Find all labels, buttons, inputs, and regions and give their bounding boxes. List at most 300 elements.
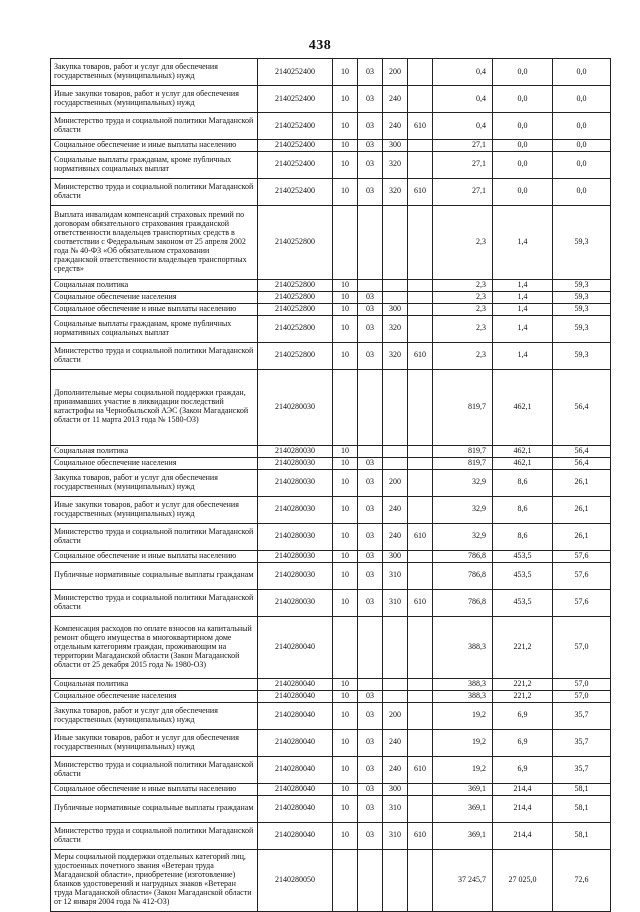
row-subsection: 03 — [358, 702, 383, 729]
row-subsection — [358, 445, 383, 457]
table-row — [51, 342, 611, 369]
row-percent: 59,3 — [553, 291, 611, 303]
row-section: 10 — [333, 729, 358, 756]
row-planned: 19,2 — [433, 756, 493, 783]
row-expense-type — [383, 849, 408, 911]
row-expense-type: 320 — [383, 178, 408, 205]
row-section: 10 — [333, 303, 358, 315]
row-expense-type: 240 — [383, 496, 408, 523]
row-name: Социальное обеспечение населения — [51, 291, 258, 303]
row-percent: 56,4 — [553, 369, 611, 445]
row-name: Социальные выплаты гражданам, кроме публичных нормативных социальных выплат — [51, 151, 258, 178]
row-planned: 369,1 — [433, 822, 493, 849]
row-administrator — [408, 496, 433, 523]
row-percent: 26,1 — [553, 496, 611, 523]
row-percent: 59,3 — [553, 205, 611, 279]
row-percent: 57,6 — [553, 589, 611, 616]
row-target-code: 2140252800 — [258, 342, 333, 369]
row-section: 10 — [333, 690, 358, 702]
row-target-code: 2140280030 — [258, 523, 333, 550]
row-executed: 8,6 — [493, 496, 553, 523]
row-percent: 56,4 — [553, 457, 611, 469]
row-planned: 369,1 — [433, 795, 493, 822]
row-expense-type: 240 — [383, 86, 408, 113]
row-name: Иные закупки товаров, работ и услуг для обеспечения государственных (муниципальных) нужд — [51, 496, 258, 523]
row-expense-type — [383, 457, 408, 469]
row-percent: 26,1 — [553, 469, 611, 496]
row-administrator — [408, 445, 433, 457]
table-row — [51, 151, 611, 178]
row-administrator — [408, 205, 433, 279]
row-subsection: 03 — [358, 690, 383, 702]
row-administrator — [408, 616, 433, 678]
row-executed: 462,1 — [493, 445, 553, 457]
row-subsection: 03 — [358, 151, 383, 178]
row-target-code: 2140252800 — [258, 315, 333, 342]
row-subsection: 03 — [358, 140, 383, 152]
row-section: 10 — [333, 151, 358, 178]
row-target-code: 2140280030 — [258, 562, 333, 589]
row-section — [333, 369, 358, 445]
row-planned: 32,9 — [433, 496, 493, 523]
row-expense-type — [383, 616, 408, 678]
table-row — [51, 445, 611, 457]
row-percent: 35,7 — [553, 729, 611, 756]
row-planned: 2,3 — [433, 315, 493, 342]
row-planned: 27,1 — [433, 140, 493, 152]
row-name: Министерство труда и социальной политики Магаданской области — [51, 822, 258, 849]
row-planned: 2,3 — [433, 205, 493, 279]
row-percent: 58,1 — [553, 783, 611, 795]
row-subsection — [358, 205, 383, 279]
row-planned: 786,8 — [433, 589, 493, 616]
row-subsection: 03 — [358, 756, 383, 783]
row-subsection: 03 — [358, 86, 383, 113]
row-name: Выплата инвалидам компенсаций страховых премий по договорам обязательного страхования гражданской ответственности владельцев транспортных средств в соответствии с Федеральным законом от 25 апреля 2002 года № 40-ФЗ «Об обязательном страховании гражданской ответственности владельцев транспортных средств» — [51, 205, 258, 279]
row-percent: 57,6 — [553, 562, 611, 589]
row-section: 10 — [333, 822, 358, 849]
row-administrator — [408, 140, 433, 152]
row-target-code: 2140280030 — [258, 469, 333, 496]
row-section: 10 — [333, 756, 358, 783]
table-row — [51, 849, 611, 911]
row-executed: 1,4 — [493, 205, 553, 279]
row-name: Публичные нормативные социальные выплаты гражданам — [51, 795, 258, 822]
row-planned: 369,1 — [433, 783, 493, 795]
row-percent: 0,0 — [553, 86, 611, 113]
row-percent: 26,1 — [553, 523, 611, 550]
row-administrator — [408, 783, 433, 795]
row-percent: 35,7 — [553, 702, 611, 729]
budget-table — [50, 58, 611, 912]
row-name: Министерство труда и социальной политики Магаданской области — [51, 589, 258, 616]
row-executed: 453,5 — [493, 589, 553, 616]
row-target-code: 2140280040 — [258, 756, 333, 783]
row-percent: 59,3 — [553, 303, 611, 315]
row-name: Закупка товаров, работ и услуг для обеспечения государственных (муниципальных) нужд — [51, 469, 258, 496]
row-percent: 0,0 — [553, 140, 611, 152]
row-subsection: 03 — [358, 315, 383, 342]
row-administrator: 610 — [408, 178, 433, 205]
row-percent: 57,0 — [553, 616, 611, 678]
row-administrator — [408, 151, 433, 178]
row-target-code: 2140280040 — [258, 702, 333, 729]
row-expense-type — [383, 205, 408, 279]
row-subsection: 03 — [358, 550, 383, 562]
row-administrator — [408, 279, 433, 291]
row-administrator — [408, 315, 433, 342]
row-planned: 2,3 — [433, 279, 493, 291]
row-section — [333, 616, 358, 678]
row-target-code: 2140280050 — [258, 849, 333, 911]
row-planned: 819,7 — [433, 457, 493, 469]
table-row — [51, 678, 611, 690]
row-executed: 221,2 — [493, 690, 553, 702]
table-row — [51, 690, 611, 702]
row-executed: 6,9 — [493, 729, 553, 756]
row-expense-type: 310 — [383, 822, 408, 849]
row-target-code: 2140280030 — [258, 589, 333, 616]
row-planned: 32,9 — [433, 523, 493, 550]
row-planned: 786,8 — [433, 562, 493, 589]
row-planned: 27,1 — [433, 178, 493, 205]
row-planned: 19,2 — [433, 729, 493, 756]
table-row — [51, 550, 611, 562]
table-row — [51, 783, 611, 795]
row-section: 10 — [333, 678, 358, 690]
row-name: Закупка товаров, работ и услуг для обеспечения государственных (муниципальных) нужд — [51, 59, 258, 86]
row-section: 10 — [333, 315, 358, 342]
row-subsection: 03 — [358, 795, 383, 822]
row-planned: 32,9 — [433, 469, 493, 496]
row-administrator — [408, 702, 433, 729]
row-section: 10 — [333, 140, 358, 152]
row-expense-type: 240 — [383, 729, 408, 756]
table-row — [51, 279, 611, 291]
row-expense-type — [383, 279, 408, 291]
row-target-code: 2140280030 — [258, 550, 333, 562]
row-section: 10 — [333, 86, 358, 113]
table-row — [51, 369, 611, 445]
table-row — [51, 59, 611, 86]
row-percent: 58,1 — [553, 822, 611, 849]
row-planned: 786,8 — [433, 550, 493, 562]
row-subsection: 03 — [358, 523, 383, 550]
row-section: 10 — [333, 457, 358, 469]
row-expense-type — [383, 445, 408, 457]
row-name: Социальное обеспечение и иные выплаты населению — [51, 303, 258, 315]
row-name: Закупка товаров, работ и услуг для обеспечения государственных (муниципальных) нужд — [51, 702, 258, 729]
row-planned: 0,4 — [433, 59, 493, 86]
row-administrator — [408, 550, 433, 562]
table-row — [51, 457, 611, 469]
table-row — [51, 756, 611, 783]
row-name: Иные закупки товаров, работ и услуг для обеспечения государственных (муниципальных) нужд — [51, 729, 258, 756]
row-expense-type: 240 — [383, 523, 408, 550]
row-executed: 221,2 — [493, 678, 553, 690]
row-name: Публичные нормативные социальные выплаты гражданам — [51, 562, 258, 589]
row-percent: 59,3 — [553, 279, 611, 291]
table-row — [51, 616, 611, 678]
row-expense-type: 200 — [383, 702, 408, 729]
row-section: 10 — [333, 795, 358, 822]
row-expense-type — [383, 291, 408, 303]
row-target-code: 2140252400 — [258, 178, 333, 205]
row-planned: 0,4 — [433, 86, 493, 113]
row-target-code: 2140252800 — [258, 291, 333, 303]
row-percent: 59,3 — [553, 315, 611, 342]
row-section — [333, 849, 358, 911]
row-administrator — [408, 291, 433, 303]
row-planned: 819,7 — [433, 369, 493, 445]
table-row — [51, 562, 611, 589]
row-target-code: 2140280030 — [258, 457, 333, 469]
row-section: 10 — [333, 523, 358, 550]
row-expense-type: 310 — [383, 795, 408, 822]
row-planned: 388,3 — [433, 678, 493, 690]
row-name: Министерство труда и социальной политики Магаданской области — [51, 178, 258, 205]
table-row — [51, 496, 611, 523]
row-section: 10 — [333, 279, 358, 291]
row-section: 10 — [333, 702, 358, 729]
row-target-code: 2140280030 — [258, 445, 333, 457]
row-executed: 0,0 — [493, 59, 553, 86]
row-administrator: 610 — [408, 523, 433, 550]
row-section: 10 — [333, 550, 358, 562]
row-administrator — [408, 678, 433, 690]
row-target-code: 2140252400 — [258, 86, 333, 113]
row-administrator — [408, 457, 433, 469]
row-section: 10 — [333, 59, 358, 86]
row-name: Министерство труда и социальной политики Магаданской области — [51, 756, 258, 783]
row-subsection — [358, 616, 383, 678]
row-executed: 221,2 — [493, 616, 553, 678]
row-subsection: 03 — [358, 113, 383, 140]
row-target-code: 2140252400 — [258, 113, 333, 140]
row-percent: 0,0 — [553, 59, 611, 86]
row-expense-type: 320 — [383, 151, 408, 178]
row-expense-type: 320 — [383, 315, 408, 342]
row-target-code: 2140280040 — [258, 616, 333, 678]
row-administrator — [408, 59, 433, 86]
row-name: Социальная политика — [51, 445, 258, 457]
row-target-code: 2140252800 — [258, 279, 333, 291]
row-section: 10 — [333, 445, 358, 457]
table-row — [51, 315, 611, 342]
row-expense-type: 300 — [383, 550, 408, 562]
row-expense-type: 240 — [383, 113, 408, 140]
row-administrator: 610 — [408, 589, 433, 616]
row-name: Социальное обеспечение и иные выплаты населению — [51, 550, 258, 562]
row-subsection: 03 — [358, 303, 383, 315]
row-percent: 35,7 — [553, 756, 611, 783]
row-administrator — [408, 690, 433, 702]
row-executed: 0,0 — [493, 86, 553, 113]
row-name: Социальное обеспечение и иные выплаты населению — [51, 140, 258, 152]
row-target-code: 2140252800 — [258, 303, 333, 315]
row-subsection: 03 — [358, 496, 383, 523]
table-row — [51, 178, 611, 205]
row-percent: 59,3 — [553, 342, 611, 369]
table-row — [51, 822, 611, 849]
row-administrator: 610 — [408, 113, 433, 140]
row-executed: 0,0 — [493, 140, 553, 152]
row-subsection: 03 — [358, 729, 383, 756]
row-subsection: 03 — [358, 342, 383, 369]
row-planned: 2,3 — [433, 303, 493, 315]
row-executed: 0,0 — [493, 113, 553, 140]
row-target-code: 2140280040 — [258, 690, 333, 702]
page-number: 438 — [308, 38, 332, 53]
row-target-code: 2140252400 — [258, 140, 333, 152]
row-executed: 214,4 — [493, 795, 553, 822]
row-name: Дополнительные меры социальной поддержки граждан, принимавших участие в ликвидации последствий катастрофы на Чернобыльской АЭС (Закон Магаданской области от 11 марта 2013 года № 1580-ОЗ) — [51, 369, 258, 445]
row-name: Меры социальной поддержки отдельных категорий лиц, удостоенных почетного звания «Ветеран труда Магаданской области», приобретение (изготовление) бланков удостоверений и нагрудных знаков «Ветеран труда Магаданской области» (Закон Магаданской области от 12 января 2004 года № 412-ОЗ) — [51, 849, 258, 911]
row-executed: 0,0 — [493, 151, 553, 178]
row-expense-type: 320 — [383, 342, 408, 369]
row-subsection: 03 — [358, 469, 383, 496]
row-executed: 1,4 — [493, 279, 553, 291]
row-name: Министерство труда и социальной политики Магаданской области — [51, 342, 258, 369]
row-executed: 8,6 — [493, 523, 553, 550]
row-percent: 57,0 — [553, 678, 611, 690]
row-administrator: 610 — [408, 822, 433, 849]
row-executed: 462,1 — [493, 369, 553, 445]
row-name: Социальная политика — [51, 678, 258, 690]
row-administrator — [408, 469, 433, 496]
row-planned: 0,4 — [433, 113, 493, 140]
row-section: 10 — [333, 113, 358, 140]
row-executed: 8,6 — [493, 469, 553, 496]
row-administrator — [408, 86, 433, 113]
row-section: 10 — [333, 562, 358, 589]
row-percent: 58,1 — [553, 795, 611, 822]
row-section: 10 — [333, 783, 358, 795]
row-subsection — [358, 849, 383, 911]
row-target-code: 2140280040 — [258, 795, 333, 822]
row-target-code: 2140252400 — [258, 151, 333, 178]
row-administrator — [408, 729, 433, 756]
row-name: Иные закупки товаров, работ и услуг для обеспечения государственных (муниципальных) нужд — [51, 86, 258, 113]
row-percent: 0,0 — [553, 151, 611, 178]
row-executed: 6,9 — [493, 702, 553, 729]
table-row — [51, 303, 611, 315]
row-expense-type — [383, 678, 408, 690]
row-percent: 56,4 — [553, 445, 611, 457]
row-subsection: 03 — [358, 589, 383, 616]
row-administrator: 610 — [408, 342, 433, 369]
row-subsection: 03 — [358, 783, 383, 795]
row-administrator — [408, 562, 433, 589]
row-expense-type: 240 — [383, 756, 408, 783]
row-target-code: 2140280040 — [258, 729, 333, 756]
row-planned: 2,3 — [433, 291, 493, 303]
row-name: Министерство труда и социальной политики Магаданской области — [51, 113, 258, 140]
row-executed: 214,4 — [493, 822, 553, 849]
table-row — [51, 113, 611, 140]
row-section: 10 — [333, 469, 358, 496]
row-executed: 1,4 — [493, 342, 553, 369]
row-percent: 0,0 — [553, 178, 611, 205]
row-subsection — [358, 678, 383, 690]
row-section: 10 — [333, 291, 358, 303]
row-target-code: 2140280030 — [258, 496, 333, 523]
row-planned: 388,3 — [433, 690, 493, 702]
row-name: Социальные выплаты гражданам, кроме публичных нормативных социальных выплат — [51, 315, 258, 342]
row-subsection: 03 — [358, 178, 383, 205]
row-section: 10 — [333, 589, 358, 616]
row-administrator — [408, 849, 433, 911]
row-subsection: 03 — [358, 457, 383, 469]
row-expense-type: 300 — [383, 783, 408, 795]
row-executed: 453,5 — [493, 550, 553, 562]
row-name: Социальное обеспечение и иные выплаты населению — [51, 783, 258, 795]
row-expense-type: 310 — [383, 589, 408, 616]
table-row — [51, 702, 611, 729]
row-name: Компенсация расходов по оплате взносов на капитальный ремонт общего имущества в многоквартирном доме отдельным категориям граждан, проживающим на территории Магаданской области (Закон Магаданской области от 25 декабря 2015 года № 1980-ОЗ) — [51, 616, 258, 678]
row-name: Социальное обеспечение населения — [51, 457, 258, 469]
row-expense-type — [383, 369, 408, 445]
row-name: Социальное обеспечение населения — [51, 690, 258, 702]
table-row — [51, 469, 611, 496]
row-expense-type: 300 — [383, 303, 408, 315]
row-target-code: 2140280040 — [258, 678, 333, 690]
row-name: Министерство труда и социальной политики Магаданской области — [51, 523, 258, 550]
row-section: 10 — [333, 496, 358, 523]
row-expense-type: 310 — [383, 562, 408, 589]
row-planned: 819,7 — [433, 445, 493, 457]
table-row — [51, 205, 611, 279]
row-executed: 1,4 — [493, 315, 553, 342]
row-percent: 0,0 — [553, 113, 611, 140]
row-subsection — [358, 279, 383, 291]
row-expense-type: 300 — [383, 140, 408, 152]
row-section — [333, 205, 358, 279]
table-row — [51, 729, 611, 756]
row-administrator: 610 — [408, 756, 433, 783]
row-administrator — [408, 369, 433, 445]
row-subsection: 03 — [358, 59, 383, 86]
budget-table-body — [51, 59, 611, 912]
row-expense-type: 200 — [383, 469, 408, 496]
row-subsection — [358, 369, 383, 445]
row-executed: 453,5 — [493, 562, 553, 589]
row-subsection: 03 — [358, 562, 383, 589]
row-target-code: 2140280040 — [258, 822, 333, 849]
row-planned: 2,3 — [433, 342, 493, 369]
row-executed: 1,4 — [493, 291, 553, 303]
table-row — [51, 86, 611, 113]
row-planned: 388,3 — [433, 616, 493, 678]
row-expense-type — [383, 690, 408, 702]
row-target-code: 2140252400 — [258, 59, 333, 86]
row-executed: 6,9 — [493, 756, 553, 783]
row-planned: 19,2 — [433, 702, 493, 729]
table-row — [51, 523, 611, 550]
row-administrator — [408, 795, 433, 822]
row-executed: 1,4 — [493, 303, 553, 315]
row-executed: 214,4 — [493, 783, 553, 795]
row-section: 10 — [333, 178, 358, 205]
table-row — [51, 140, 611, 152]
row-planned: 37 245,7 — [433, 849, 493, 911]
row-target-code: 2140252800 — [258, 205, 333, 279]
row-percent: 72,6 — [553, 849, 611, 911]
row-expense-type: 200 — [383, 59, 408, 86]
row-name: Социальная политика — [51, 279, 258, 291]
row-section: 10 — [333, 342, 358, 369]
row-executed: 0,0 — [493, 178, 553, 205]
